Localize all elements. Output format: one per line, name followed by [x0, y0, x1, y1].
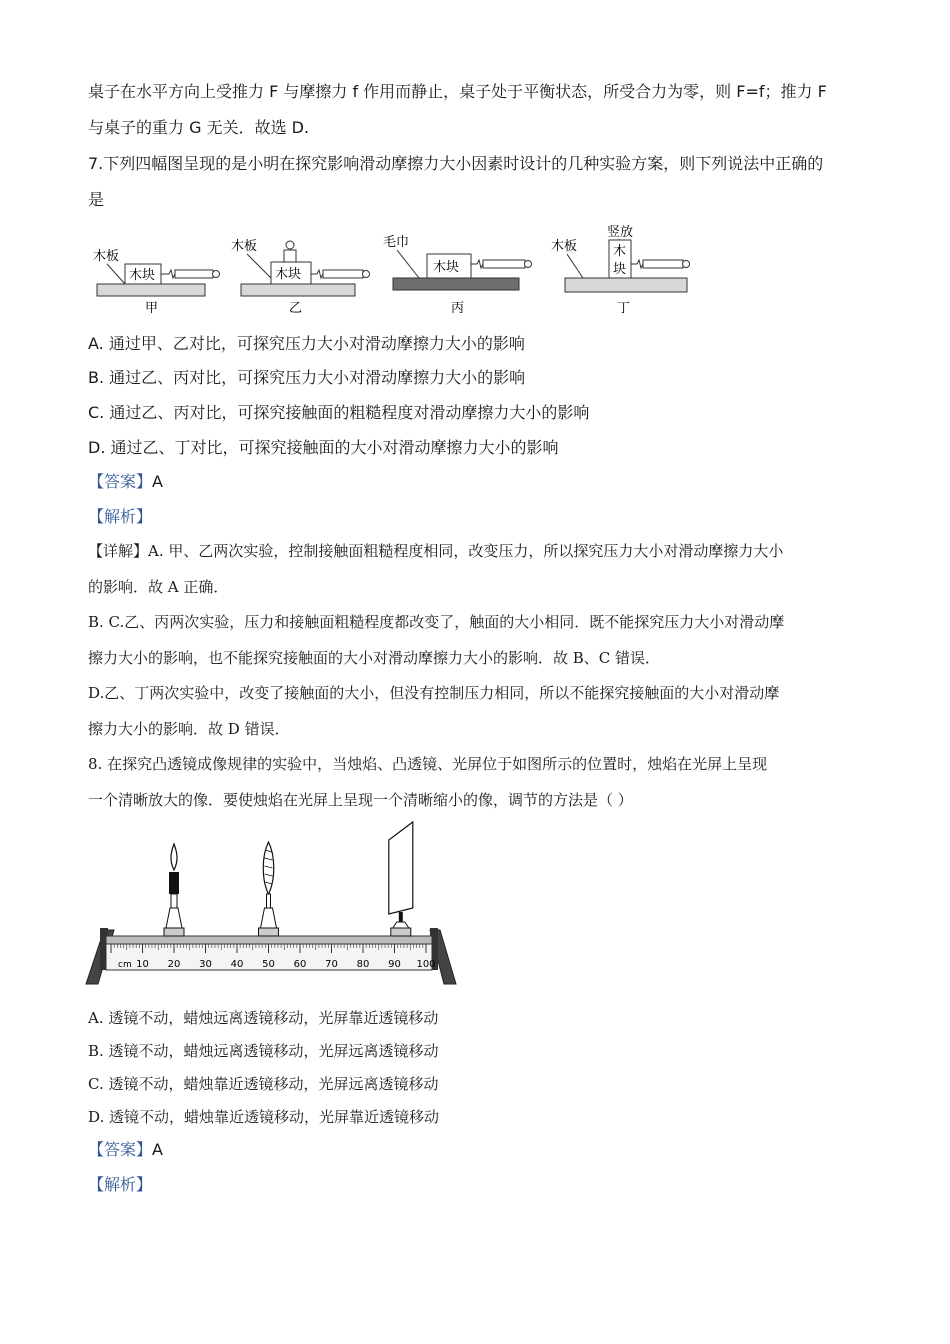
jia-surface-label: 木板	[93, 249, 120, 264]
fig-yi	[231, 238, 370, 316]
q8-answer-tag: 【答案】	[88, 1140, 153, 1159]
ruler-tick-label: 70	[325, 959, 338, 970]
jia-block-label: 木块	[129, 268, 156, 283]
ruler-tick-label: 10	[136, 959, 149, 970]
ding-block-label-bottom: 块	[613, 262, 627, 277]
screen-holder	[393, 922, 409, 928]
intro-line-2: 与桌子的重力 G 无关．故选 D.	[88, 118, 310, 137]
q7-detail-line-6: 擦力大小的影响．故 D 错误．	[88, 720, 290, 738]
bing-block-label: 木块	[433, 260, 460, 275]
ruler-tick-label: 80	[356, 959, 370, 970]
candle-slider	[164, 928, 184, 936]
screen-slider	[391, 928, 411, 936]
bench-rail	[106, 936, 432, 944]
q7-option-b: B. 通过乙、丙对比，可探究压力大小对滑动摩擦力大小的影响	[88, 368, 526, 387]
q7-detail-line-1: 【详解】A. 甲、乙两次实验，控制接触面粗糙程度相同，改变压力，所以探究压力大小对滑动摩擦力大小	[88, 542, 784, 560]
q7-option-d: D. 通过乙、丁对比，可探究接触面的大小对滑动摩擦力大小的影响	[88, 438, 559, 457]
q7-option-a: A. 通过甲、乙对比，可探究压力大小对滑动摩擦力大小的影响	[88, 334, 525, 353]
candle-holder	[166, 908, 182, 928]
q8-stem-line-1: 8. 在探究凸透镜成像规律的实验中，当烛焰、凸透镜、光屏位于如图所示的位置时，烛焰在光屏上呈现	[88, 755, 768, 773]
bing-surface-label: 毛巾	[383, 235, 410, 250]
yi-caption: 乙	[289, 301, 303, 316]
ding-caption: 丁	[617, 301, 631, 316]
intro-line-1: 桌子在水平方向上受推力 F 与摩擦力 f 作用而静止，桌子处于平衡状态，所受合力为零，则 F=f；推力 F	[88, 82, 827, 101]
q7-detail-line-5: D.乙、丁两次实验中，改变了接触面的大小，但没有控制压力相同，所以不能探究接触面的大小对滑动摩	[88, 684, 780, 702]
fig-jia	[93, 248, 220, 316]
candle-stem	[171, 894, 177, 908]
ding-surface-label: 木板	[551, 239, 578, 254]
q8-answer-value: A	[152, 1140, 163, 1159]
lens-slider	[259, 928, 279, 936]
q7-stem-line-1: 7.下列四幅图呈现的是小明在探究影响滑动摩擦力大小因素时设计的几种实验方案，则下列说法中正确的	[88, 154, 824, 173]
q7-answer-value: A	[152, 472, 163, 491]
q7-option-c: C. 通过乙、丙对比，可探究接触面的粗糙程度对滑动摩擦力大小的影响	[88, 403, 590, 422]
q7-answer	[88, 472, 163, 492]
q7-answer-tag: 【答案】	[88, 472, 153, 491]
q8-option-d: D. 透镜不动，蜡烛靠近透镜移动，光屏靠近透镜移动	[88, 1108, 440, 1126]
ruler-tick-label: 20	[167, 959, 181, 970]
lens-stem	[267, 894, 271, 908]
ding-note-label: 竖放	[607, 225, 634, 240]
q7-stem-line-2: 是	[88, 190, 105, 209]
screen-panel	[389, 822, 413, 914]
ruler-tick-label: 50	[262, 959, 275, 970]
ruler-unit-label: cm	[118, 960, 132, 970]
optical-bench-figure	[84, 818, 464, 990]
convex-lens	[259, 842, 279, 936]
q7-detail-line-3: B. C.乙、丙两次实验，压力和接触面粗糙程度都改变了，触面的大小相同．既不能探究压力大小对滑动摩	[88, 613, 785, 631]
ding-block-label-top: 木	[613, 244, 627, 259]
yi-surface-label: 木板	[231, 239, 258, 254]
fig-ding	[551, 224, 690, 316]
candle	[164, 844, 184, 936]
ruler-tick-label: 40	[230, 959, 244, 970]
q8-option-b: B. 透镜不动，蜡烛远离透镜移动，光屏远离透镜移动	[88, 1042, 439, 1060]
ruler-tick-label: 30	[199, 959, 212, 970]
q8-analysis-tag: 【解析】	[88, 1175, 153, 1194]
fig-bing	[383, 234, 532, 316]
q7-friction-figure	[85, 220, 705, 320]
q7-detail-line-4: 擦力大小的影响，也不能探究接触面的大小对滑动摩擦力大小的影响．故 B、C 错误．	[88, 649, 661, 667]
yi-block-label: 木块	[275, 267, 302, 282]
q7-analysis-tag: 【解析】	[88, 507, 153, 526]
q8-stem-line-2: 一个清晰放大的像．要使烛焰在光屏上呈现一个清晰缩小的像，调节的方法是（ ）	[88, 791, 633, 809]
ruler-tick-label: 60	[293, 959, 307, 970]
light-screen	[389, 822, 413, 936]
jia-caption: 甲	[145, 301, 159, 316]
weight-icon	[284, 241, 296, 262]
candle-flame-icon	[171, 844, 177, 870]
lens-holder	[261, 908, 277, 928]
q7-detail-line-2: 的影响．故 A 正确．	[88, 578, 229, 596]
q8-option-c: C. 透镜不动，蜡烛靠近透镜移动，光屏远离透镜移动	[88, 1075, 439, 1093]
bing-caption: 丙	[451, 301, 465, 316]
ruler-tick-label: 90	[388, 959, 401, 970]
q8-answer	[88, 1140, 163, 1160]
candle-body	[169, 872, 179, 894]
q8-option-a: A. 透镜不动，蜡烛远离透镜移动，光屏靠近透镜移动	[88, 1009, 439, 1027]
ruler-tick-label: 100	[416, 959, 436, 970]
